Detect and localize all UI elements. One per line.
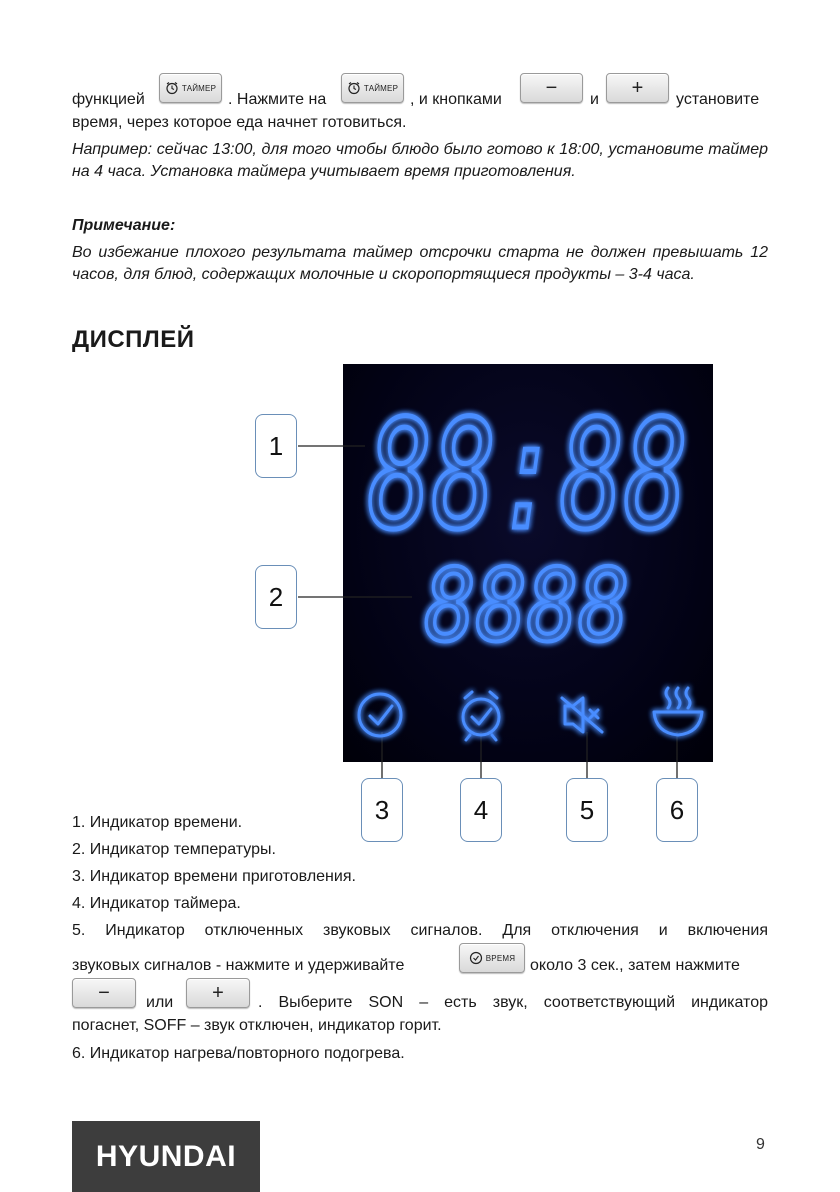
note-heading: Примечание: <box>72 217 176 234</box>
time-key-label: ВРЕМЯ <box>485 953 516 963</box>
sound-off-icon <box>562 698 602 732</box>
minus-icon: − <box>98 982 110 1004</box>
timer-key-label-2: ТАЙМЕР <box>363 83 399 93</box>
callout-1: 1 <box>255 414 297 478</box>
plus-icon: + <box>631 77 644 99</box>
intro-text-3: , и кнопками <box>410 91 502 108</box>
callout-4: 4 <box>460 778 502 842</box>
minus-icon: − <box>545 77 558 99</box>
list-item-2: 2. Индикатор температуры. <box>72 841 276 858</box>
intro-text-2: . Нажмите на <box>228 91 327 108</box>
example-paragraph: Например: сейчас 13:00, для того чтобы блюдо было готово к 18:00, установите таймер на 4 часа. Установка таймера учитывает время приготовления. <box>72 141 768 180</box>
time-key-image <box>459 943 525 973</box>
page-number: 9 <box>756 1136 765 1153</box>
list-item-4: 4. Индикатор таймера. <box>72 895 241 912</box>
plus-icon: + <box>212 982 224 1004</box>
list-item-5-line-1: 5. Индикатор отключенных звуковых сигналов. Для отключения и включения <box>72 922 768 939</box>
callout-5: 5 <box>566 778 608 842</box>
intro-text-5: установите <box>676 91 760 108</box>
callout-2: 2 <box>255 565 297 629</box>
intro-text-1: функцией <box>72 91 145 108</box>
list-item-3: 3. Индикатор времени приготовления. <box>72 868 356 885</box>
brand-logo: HYUNDAI <box>72 1121 260 1192</box>
callout-3: 3 <box>361 778 403 842</box>
temperature-digits: 8888 <box>424 547 630 664</box>
timer-key-label: ТАЙМЕР <box>181 83 217 93</box>
plus-key-image-2 <box>186 978 250 1008</box>
clock-icon <box>469 951 483 965</box>
intro-text-4: и <box>590 91 599 108</box>
clock-icon <box>359 694 401 736</box>
note-text: Во избежание плохого результата таймер отсрочки старта не должен превышать 12 часов, для блюд, содержащих молочные и скоропортящиеся продукты – 3-4 часа. <box>72 244 768 283</box>
callout-6: 6 <box>656 778 698 842</box>
time-digits: 88:88 <box>368 389 688 563</box>
list-item-1: 1. Индикатор времени. <box>72 814 243 831</box>
list-item-5-line-4: погаснет, SOFF – звук отключен, индикатор горит. <box>72 1017 442 1034</box>
section-title: ДИСПЛЕЙ <box>72 326 195 353</box>
list-item-5-text-d: . Выберите SON – есть звук, соответствующий индикатор <box>258 994 768 1011</box>
list-item-6: 6. Индикатор нагрева/повторного подогрева. <box>72 1045 405 1062</box>
heating-bowl-icon <box>654 688 702 735</box>
intro-line-2: время, через которое еда начнет готовиться. <box>72 114 407 131</box>
list-item-5-text-b: около 3 сек., затем нажмите <box>530 957 740 974</box>
list-item-5-text-a: звуковых сигналов - нажмите и удерживайте <box>72 957 405 974</box>
minus-key-image-2 <box>72 978 136 1008</box>
list-item-5-text-c: или <box>146 994 174 1011</box>
